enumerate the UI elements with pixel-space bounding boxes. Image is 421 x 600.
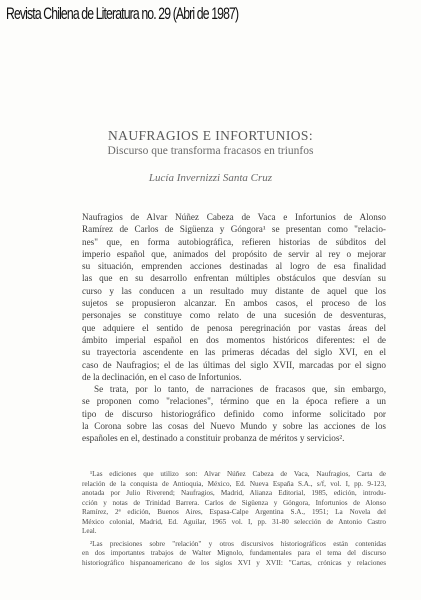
body-line: de la declinación, en el caso de Infortunios. xyxy=(82,371,242,382)
footnote-line: relación de la conquista de Antioquia, México, Ed. Nueva España S.A., s/f, vol. I, pp. 9-123, xyxy=(82,479,386,488)
body-line: imperio español que, animados del propósito de servir al rey o mejorar xyxy=(82,248,386,259)
body-line: nes" que, en forma autobiográfica, refieren historias de súbditos del xyxy=(82,236,386,247)
body-line: Se trata, por lo tanto, de narraciones de fracasos que, sin embargo, xyxy=(94,384,386,395)
article-author: Lucía Invernizzi Santa Cruz xyxy=(148,172,273,184)
footnote-line: Leal. xyxy=(82,527,97,535)
body-line: caso de Naufragios; el de las últimas del siglo XVII, marcadas por el signo xyxy=(82,359,386,370)
footnote-line: historiográfico hispanoamericano de los siglos XVI y XVII: "Cartas, crónicas y relaciones xyxy=(82,558,386,567)
footnote-line: ¹Las ediciones que utilizo son: Alvar Núñez Cabeza de Vaca, Naufragios, Carta de xyxy=(90,470,386,478)
footnote-line: México colonial, Madrid, Ed. Aguilar, 1965 vol. I, pp. 31-80 selección de Antonio Castro xyxy=(82,517,386,526)
footnotes xyxy=(82,470,386,568)
footnote-line: en dos importantes trabajos de Walter Mignolo, fundamentales para el tema del discurso xyxy=(82,549,386,557)
footnote-line: ²Las precisiones sobre "relación" y otros discursivos historiográficos están contenidas xyxy=(90,539,386,548)
body-line: su trayectoria ascendente en las primeras décadas del siglo XVI, en el xyxy=(82,347,386,358)
body-text xyxy=(82,211,386,445)
article-title: NAUFRAGIOS E INFORTUNIOS: xyxy=(108,128,313,143)
body-line: la Corona sobre las cosas del Nuevo Mundo y sobre las acciones de los xyxy=(82,421,386,432)
body-line: personajes se constituye como relato de una sucesión de desventuras, xyxy=(82,310,386,321)
footnote-line: Ramírez, 2ª edición, Buenos Aires, Espasa-Calpe Argentina S.A., 1951; La Novela del xyxy=(82,508,386,516)
body-line: Ramírez de Carlos de Sigüenza y Góngora¹ se presentan como "relacio- xyxy=(82,224,386,235)
footnote-line: anotada por Julio Riverend; Naufragios, Madrid, Alianza Editorial, 1985, edición, introdu- xyxy=(82,489,386,497)
body-line: se proponen como "relaciones", término que en la época refiere a un xyxy=(82,396,386,407)
journal-citation-stamp: Revista Chilena de Literatura no. 29 (Abri de 1987) xyxy=(6,4,239,23)
body-line: ámbito imperial español en dos momentos históricos diferentes: el de xyxy=(82,334,386,345)
footnote-line: cción y notas de Trinidad Barrera. Carlos de Sigüenza y Góngora, Infortunios de Alonso xyxy=(82,498,386,507)
body-line: Naufragios de Alvar Núñez Cabeza de Vaca e Infortunios de Alonso xyxy=(82,212,386,222)
body-line: su situación, emprenden acciones destinadas al logro de esa finalidad xyxy=(82,261,386,272)
body-line: las que en su desarrollo enfrentan múltiples obstáculos que desvían su xyxy=(82,273,386,284)
body-line: españoles en el, destinado a constituir probanza de méritos y servicios². xyxy=(82,433,345,444)
article-subtitle: Discurso que transforma fracasos en triunfos xyxy=(107,145,314,157)
body-line: curso y las conducen a un resultado muy distante de aquel que los xyxy=(82,285,386,296)
body-line: tipo de discurso historiográfico definido como informe solicitado por xyxy=(82,408,386,419)
body-line: que adquiere el sentido de penosa peregrinación por vastas áreas del xyxy=(82,322,386,333)
body-line: sujetos se propusieron alcanzar. En ambos casos, el proceso de los xyxy=(82,298,386,309)
